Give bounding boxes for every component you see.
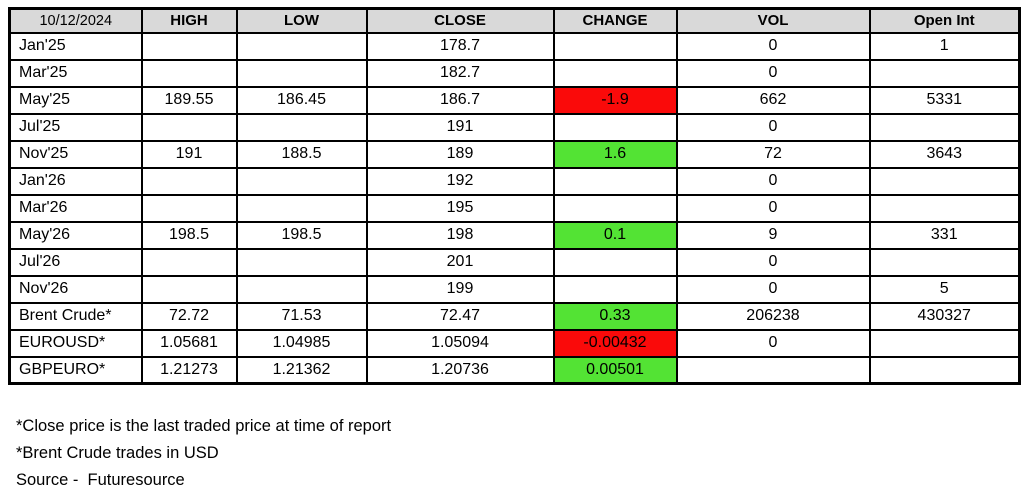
cell-contract: GBPEURO*	[10, 357, 142, 384]
cell-high	[142, 249, 237, 276]
cell-close: 198	[367, 222, 554, 249]
cell-vol: 0	[677, 114, 870, 141]
cell-contract: Mar'26	[10, 195, 142, 222]
header-row	[10, 9, 1020, 33]
table-row	[10, 60, 1020, 87]
cell-close: 189	[367, 141, 554, 168]
cell-change: 0.33	[554, 303, 677, 330]
col-header-high: HIGH	[142, 9, 237, 33]
cell-high	[142, 195, 237, 222]
cell-vol: 662	[677, 87, 870, 114]
table-row	[10, 222, 1020, 249]
cell-open-int: 331	[870, 222, 1020, 249]
footnote-brent-usd: *Brent Crude trades in USD	[16, 444, 219, 462]
col-header-close: CLOSE	[367, 9, 554, 33]
cell-open-int	[870, 357, 1020, 384]
cell-change: 0.00501	[554, 357, 677, 384]
cell-contract: Brent Crude*	[10, 303, 142, 330]
futures-price-table	[8, 7, 1021, 385]
cell-open-int	[870, 249, 1020, 276]
cell-close: 1.05094	[367, 330, 554, 357]
cell-vol: 72	[677, 141, 870, 168]
cell-open-int: 1	[870, 33, 1020, 60]
cell-vol: 0	[677, 168, 870, 195]
cell-vol: 206238	[677, 303, 870, 330]
cell-change	[554, 60, 677, 87]
cell-change: -0.00432	[554, 330, 677, 357]
cell-close: 1.20736	[367, 357, 554, 384]
cell-vol: 0	[677, 60, 870, 87]
cell-open-int	[870, 114, 1020, 141]
cell-contract: Jul'25	[10, 114, 142, 141]
cell-close: 72.47	[367, 303, 554, 330]
cell-low	[237, 168, 367, 195]
cell-open-int: 3643	[870, 141, 1020, 168]
cell-close: 186.7	[367, 87, 554, 114]
cell-low: 71.53	[237, 303, 367, 330]
cell-high: 191	[142, 141, 237, 168]
cell-vol: 0	[677, 249, 870, 276]
cell-vol: 0	[677, 330, 870, 357]
cell-low: 198.5	[237, 222, 367, 249]
cell-close: 192	[367, 168, 554, 195]
cell-high	[142, 168, 237, 195]
cell-high: 189.55	[142, 87, 237, 114]
table-row	[10, 114, 1020, 141]
cell-high: 72.72	[142, 303, 237, 330]
cell-open-int	[870, 330, 1020, 357]
cell-vol	[677, 357, 870, 384]
cell-low: 1.04985	[237, 330, 367, 357]
table-row	[10, 141, 1020, 168]
cell-contract: May'26	[10, 222, 142, 249]
cell-close: 199	[367, 276, 554, 303]
col-header-change: CHANGE	[554, 9, 677, 33]
col-header-vol: VOL	[677, 9, 870, 33]
cell-change: 1.6	[554, 141, 677, 168]
cell-open-int	[870, 195, 1020, 222]
cell-close: 201	[367, 249, 554, 276]
cell-contract: May'25	[10, 87, 142, 114]
cell-vol: 0	[677, 276, 870, 303]
cell-high: 1.21273	[142, 357, 237, 384]
cell-low	[237, 195, 367, 222]
cell-open-int: 5331	[870, 87, 1020, 114]
cell-high: 1.05681	[142, 330, 237, 357]
cell-high: 198.5	[142, 222, 237, 249]
table-row	[10, 357, 1020, 384]
footnotes	[16, 413, 391, 494]
cell-low	[237, 114, 367, 141]
cell-low	[237, 249, 367, 276]
cell-contract: Mar'25	[10, 60, 142, 87]
col-header-open-int: Open Int	[870, 9, 1020, 33]
cell-change	[554, 276, 677, 303]
cell-close: 178.7	[367, 33, 554, 60]
table-row	[10, 249, 1020, 276]
footnote-source: Source - Futuresource	[16, 471, 185, 489]
cell-low: 1.21362	[237, 357, 367, 384]
col-header-low: LOW	[237, 9, 367, 33]
table-row	[10, 303, 1020, 330]
table-row	[10, 330, 1020, 357]
cell-high	[142, 276, 237, 303]
cell-contract: Jul'26	[10, 249, 142, 276]
cell-high	[142, 33, 237, 60]
cell-vol: 9	[677, 222, 870, 249]
cell-change	[554, 195, 677, 222]
cell-open-int: 5	[870, 276, 1020, 303]
table-header	[10, 9, 1020, 33]
cell-change: 0.1	[554, 222, 677, 249]
cell-close: 191	[367, 114, 554, 141]
cell-change	[554, 114, 677, 141]
cell-vol: 0	[677, 33, 870, 60]
cell-open-int	[870, 168, 1020, 195]
cell-change	[554, 168, 677, 195]
report-date: 10/12/2024	[10, 9, 142, 33]
table-row	[10, 195, 1020, 222]
cell-low: 186.45	[237, 87, 367, 114]
table-row	[10, 276, 1020, 303]
table-body	[10, 33, 1020, 384]
table-row	[10, 33, 1020, 60]
cell-close: 182.7	[367, 60, 554, 87]
footnote-close-price: *Close price is the last traded price at time of report	[16, 417, 392, 435]
cell-change	[554, 249, 677, 276]
table-row	[10, 87, 1020, 114]
cell-low	[237, 33, 367, 60]
cell-contract: Nov'26	[10, 276, 142, 303]
cell-open-int	[870, 60, 1020, 87]
cell-low	[237, 60, 367, 87]
cell-change	[554, 33, 677, 60]
cell-close: 195	[367, 195, 554, 222]
cell-vol: 0	[677, 195, 870, 222]
cell-contract: Jan'25	[10, 33, 142, 60]
cell-low: 188.5	[237, 141, 367, 168]
table-row	[10, 168, 1020, 195]
cell-open-int: 430327	[870, 303, 1020, 330]
cell-contract: Nov'25	[10, 141, 142, 168]
cell-contract: Jan'26	[10, 168, 142, 195]
cell-low	[237, 276, 367, 303]
cell-high	[142, 114, 237, 141]
cell-change: -1.9	[554, 87, 677, 114]
cell-contract: EUROUSD*	[10, 330, 142, 357]
cell-high	[142, 60, 237, 87]
